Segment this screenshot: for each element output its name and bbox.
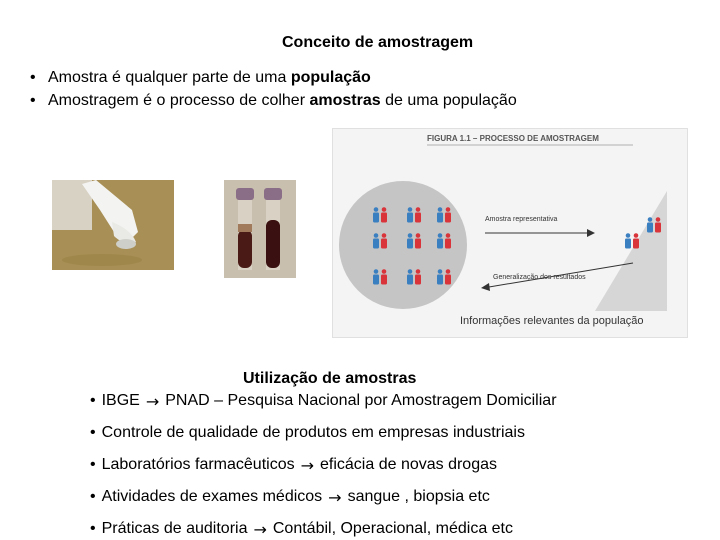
bullet-marker: • [90,488,96,505]
person-icon [373,207,379,222]
person-icon [415,269,421,284]
bullet-marker: • [30,69,36,86]
person-icon [445,269,451,284]
blood-tubes-photo [224,180,296,278]
person-icon [633,233,639,248]
arrow-bottom-label: Generalização dos resultados [493,274,586,281]
person-icon [381,269,387,284]
bullet-marker: • [90,520,96,537]
sampling-hand-photo [52,180,174,270]
bullet-marker: • [90,456,96,473]
uses-item-left: Controle de qualidade de produtos em empresas industriais [101,424,525,441]
person-icon [407,269,413,284]
arrow-left-icon [481,283,490,291]
person-icon [381,233,387,248]
sample-triangle [595,191,667,311]
intro-bullet-text: Amostragem é o processo de colher amostras de uma população [48,92,517,109]
intro-bullet [30,89,517,112]
uses-item-right: Contábil, Operacional, médica etc [272,520,513,537]
person-icon [437,269,443,284]
uses-item [90,456,497,475]
uses-item-right: eficácia de novas drogas [320,456,497,473]
uses-item-right: sangue , biopsia etc [347,488,490,505]
arrow-right-icon: → [300,456,314,475]
person-icon [437,233,443,248]
arrow-right-icon: → [145,392,160,411]
sampling-process-figure [332,128,688,338]
intro-bullet-list [30,66,517,112]
person-icon [445,207,451,222]
uses-item [90,392,557,411]
intro-bullet [30,66,517,89]
person-icon [437,207,443,222]
person-icon [373,269,379,284]
person-icon [415,207,421,222]
person-icon [445,233,451,248]
person-icon [655,217,661,232]
person-icon [381,207,387,222]
figure-heading: FIGURA 1.1 – PROCESSO DE AMOSTRAGEM [427,134,599,143]
uses-item [90,520,513,539]
intro-bullet-text: Amostra é qualquer parte de uma população [48,69,371,86]
figure-caption: Informações relevantes da população [460,315,644,327]
uses-item-left: Atividades de exames médicos [101,488,323,505]
section-title: Utilização de amostras [243,370,417,387]
bullet-marker: • [30,92,36,109]
uses-item [90,488,490,507]
person-icon [407,207,413,222]
bullet-marker: • [90,392,96,409]
person-icon [407,233,413,248]
uses-item-left: Práticas de auditoria [101,520,248,537]
person-icon [647,217,653,232]
uses-item [90,424,525,442]
uses-item-right: PNAD – Pesquisa Nacional por Amostragem Domiciliar [165,392,557,409]
person-icon [415,233,421,248]
sampling-diagram [333,129,687,337]
person-icon [625,233,631,248]
arrow-right-icon: → [253,520,267,539]
arrow-right-icon [587,229,595,237]
arrow-right-icon: → [328,488,342,507]
bullet-marker: • [90,424,96,441]
person-icon [373,233,379,248]
uses-item-left: IBGE [101,392,140,409]
page-title: Conceito de amostragem [282,34,474,51]
uses-item-left: Laboratórios farmacêuticos [101,456,295,473]
arrow-top-label: Amostra representativa [485,216,558,223]
